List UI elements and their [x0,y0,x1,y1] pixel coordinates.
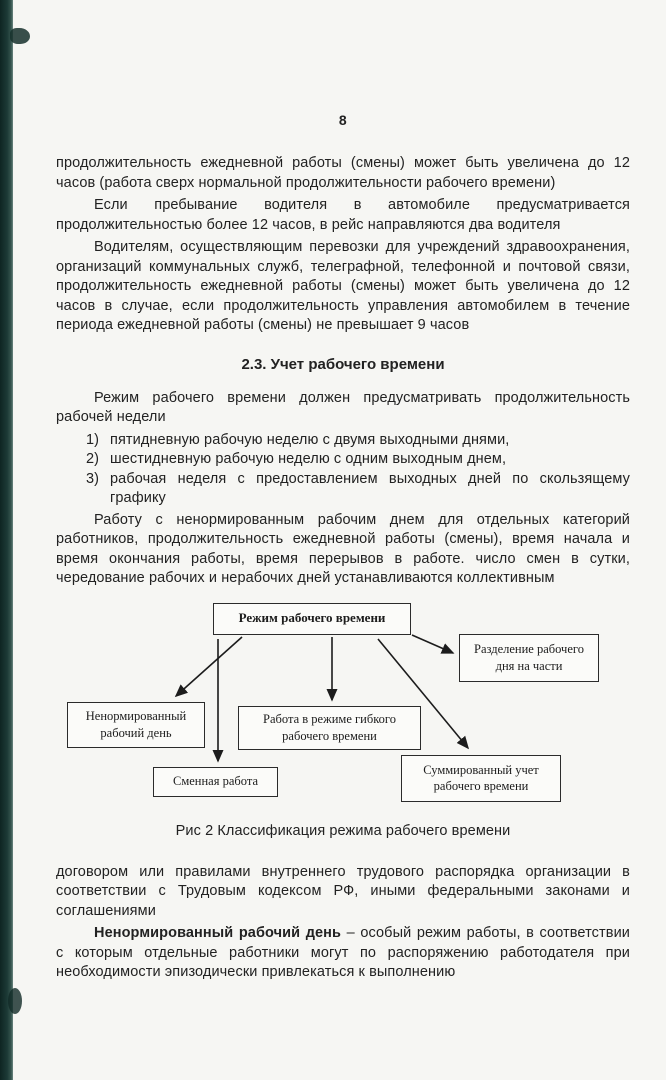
diagram-box-shift-work: Сменная работа [153,767,278,797]
diagram-box-day-split: Разделение рабочего дня на части [459,634,599,682]
definition-body: – особый режим работы, в соответствии с которым отдельные работники могут по распоряжению работодателя при необходимости эпизодически привлекаться к выполнению [56,925,630,980]
scan-spot-artifact [10,28,30,44]
list-item-number: 2) [86,451,100,467]
list-item [86,431,630,451]
working-time-regime-diagram [56,597,630,813]
paragraph: Режим рабочего времени должен предусматривать продолжительность рабочей недели [56,389,630,425]
paragraph: Если пребывание водителя в автомобиле предусматривается продолжительностью более 12 часов, в рейс направляются два водителя [56,197,630,233]
list-item [86,470,630,509]
diagram-box-irregular-day: Ненормированный рабочий день [67,702,205,748]
page-number: 8 [338,112,348,128]
paragraph-continuation: продолжительность ежедневной работы (смены) может быть увеличена до 12 часов (работа сверх нормальной продолжительности рабочего времени) [56,155,630,191]
list-item-number: 1) [86,431,100,448]
list-item-number: 3) [86,470,100,487]
diagram-box-regime-root: Режим рабочего времени [213,603,411,635]
scan-edge-artifact [0,0,13,1080]
paragraph: Водителям, осуществляющим перевозки для учреждений здравоохранения, организаций коммунальных служб, телеграфной, телефонной и почтовой связи, продолжительность ежедневной работы (смены) может быть увеличена до 12 часов в случае, если продолжительность управления автомобилем в течение периода ежедневной работы (смены) не превышает 9 часов [56,239,630,333]
list-item-text: пятидневную рабочую неделю с двумя выходными днями, [110,431,510,448]
paragraph: Работу с ненормированным рабочим днем для отдельных категорий работников, продолжительность ежедневной работы (смены), время начала и время окончания работы, время перерывов в работе. число смен в сутки, чередование рабочих и нерабочих дней устанавливаются коллективным [56,511,630,586]
definition-term: Ненормированный рабочий день [94,925,342,941]
list-item-text: шестидневную рабочую неделю с одним выходным днем, [110,451,507,467]
paragraph-definition [56,924,630,983]
page-content [56,0,630,986]
section-heading: 2.3. Учет рабочего времени [241,355,445,373]
list-item [86,450,630,470]
numbered-list [86,431,630,509]
diagram-box-flexible-time: Работа в режиме гибкого рабочего времени [238,706,421,750]
list-item-text: рабочая неделя с предоставлением выходных дней по скользящему графику [110,470,630,506]
scan-spot-artifact [8,988,22,1014]
figure-caption: Рис 2 Классификация режима рабочего времени [175,822,511,839]
diagram-box-summarized-accounting: Суммированный учет рабочего времени [401,755,561,802]
paragraph-continuation: договором или правилами внутреннего трудового распорядка организации в соответствии с Трудовым кодексом РФ, иными федеральными законами и соглашениями [56,863,630,919]
